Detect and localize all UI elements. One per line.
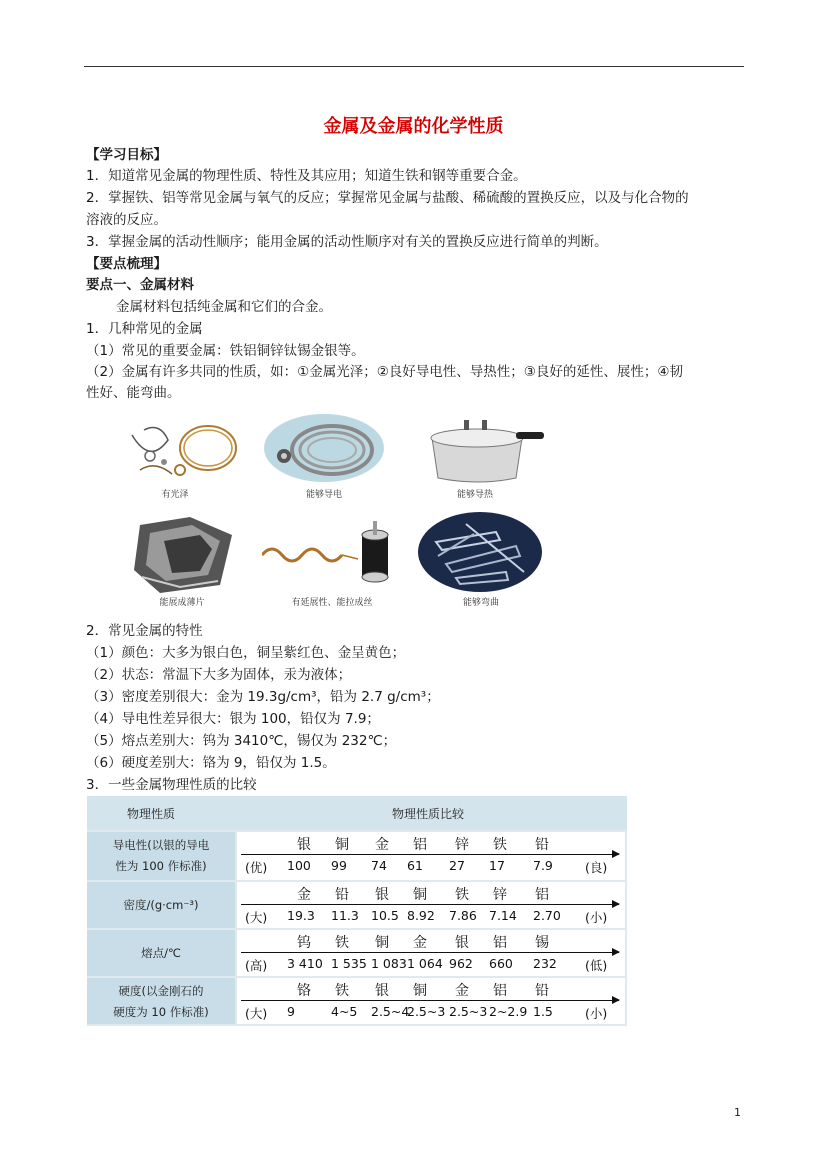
order-right-label: (小): [585, 910, 608, 925]
property-value: 2.5~4: [371, 1004, 410, 1019]
property-value: 4~5: [331, 1004, 358, 1019]
goal-item: 3．掌握金属的活动性顺序；能用金属的活动性顺序对有关的置换反应进行简单的判断。: [86, 234, 608, 250]
row-label-line: 硬度(以金刚石的: [118, 984, 204, 998]
figure-caption: 有延展性、能拉成丝: [291, 598, 373, 608]
column-header: 物理性质比较: [392, 807, 465, 821]
table-row: [87, 832, 627, 880]
property-value: 232: [533, 956, 557, 971]
metal-name: 铝: [413, 837, 427, 853]
property-value: 7.14: [489, 908, 517, 923]
metal-name: 金: [375, 837, 389, 853]
row-label: [87, 832, 235, 880]
paperclips-image: [416, 512, 546, 594]
trait-item: （4）导电性差异很大：银为 100，铅仅为 7.9；: [86, 711, 380, 727]
row-label-line: 熔点/℃: [141, 946, 181, 960]
metal-name: 铅: [535, 837, 549, 853]
order-left-label: (大): [245, 910, 268, 925]
property-value: 1 535: [331, 956, 367, 971]
row-label-line: 导电性(以银的导电: [112, 838, 210, 852]
property-value: 19.3: [287, 908, 315, 923]
property-value: 8.92: [407, 908, 435, 923]
figure-caption: 能展成薄片: [159, 598, 205, 608]
metal-name: 铜: [335, 837, 349, 853]
foil-image: [120, 515, 245, 595]
table-row: [87, 930, 627, 976]
page-title: 金属及金属的化学性质: [323, 116, 504, 137]
row-label-line: 密度/(g·cm⁻³): [123, 898, 199, 912]
property-value: 7.9: [533, 858, 553, 873]
metal-name: 银: [297, 837, 311, 853]
metal-properties-figures: [120, 410, 560, 615]
order-right-label: (低): [585, 958, 608, 973]
property-value: 1 083: [371, 956, 407, 971]
paragraph: （1）常见的重要金属：铁铝铜锌钛锡金银等。: [86, 343, 365, 359]
table-header: [87, 796, 627, 830]
metal-name: 银: [455, 935, 469, 951]
goal-item: 1．知道常见金属的物理性质、特性及其应用；知道生铁和钢等重要合金。: [86, 168, 527, 184]
points-heading: 【要点梳理】: [86, 256, 167, 272]
metal-name: 铝: [493, 983, 507, 999]
table-row: [87, 978, 627, 1024]
metal-name: 铅: [335, 887, 349, 903]
metal-name: 铁: [335, 935, 349, 951]
order-right-label: (良): [585, 860, 608, 875]
figure-caption: 能够弯曲: [462, 598, 499, 608]
property-value: 2~2.9: [489, 1004, 528, 1019]
order-arrow: [241, 952, 619, 953]
row-values: [237, 978, 625, 1024]
property-value: 660: [489, 956, 513, 971]
metal-name: 铜: [413, 983, 427, 999]
metal-name: 金: [413, 935, 427, 951]
order-arrow: [241, 854, 619, 855]
metal-name: 铜: [375, 935, 389, 951]
metal-name: 铁: [455, 887, 469, 903]
property-value: 1 064: [407, 956, 443, 971]
figure-sheet: [120, 515, 245, 615]
metal-comparison-table: [87, 796, 627, 1026]
order-left-label: (高): [245, 958, 268, 973]
order-arrow: [241, 904, 619, 905]
property-value: 1.5: [533, 1004, 553, 1019]
subsection-heading: 2．常见金属的特性: [86, 623, 203, 639]
goals-heading: 【学习目标】: [86, 147, 167, 163]
property-value: 2.5~3: [407, 1004, 446, 1019]
column-header: 物理性质: [127, 807, 176, 821]
wire-spool-image: [262, 515, 402, 595]
row-values: [237, 832, 625, 880]
metal-name: 金: [455, 983, 469, 999]
figure-heat: [420, 410, 545, 505]
subsection-heading: 3．一些金属物理性质的比较: [86, 777, 257, 793]
row-label: [87, 930, 235, 976]
property-value: 7.86: [449, 908, 477, 923]
figure-conduct: [262, 410, 387, 505]
order-left-label: (优): [245, 860, 268, 875]
header-rule: [84, 66, 744, 67]
metal-name: 钨: [297, 935, 311, 951]
metal-name: 铁: [335, 983, 349, 999]
row-label: [87, 978, 235, 1024]
metal-name: 锌: [455, 837, 469, 853]
property-value: 61: [407, 858, 423, 873]
property-value: 27: [449, 858, 465, 873]
order-arrow: [241, 1000, 619, 1001]
figure-ductile: [262, 515, 402, 615]
property-value: 9: [287, 1004, 295, 1019]
property-value: 17: [489, 858, 505, 873]
table-row: [87, 882, 627, 928]
metal-name: 铅: [535, 983, 549, 999]
metal-name: 锡: [535, 935, 549, 951]
order-left-label: (大): [245, 1006, 268, 1021]
property-value: 74: [371, 858, 387, 873]
row-values: [237, 930, 625, 976]
figure-caption: 有光泽: [161, 490, 189, 500]
property-value: 11.3: [331, 908, 359, 923]
row-label-line: 性为 100 作标准): [115, 859, 207, 873]
metal-name: 铝: [535, 887, 549, 903]
metal-name: 铁: [493, 837, 507, 853]
trait-item: （1）颜色：大多为银白色，铜呈紫红色、金呈黄色；: [86, 645, 406, 661]
metal-name: 铬: [297, 983, 311, 999]
jewelry-image: [120, 410, 245, 485]
figure-caption: 能够导电: [305, 490, 342, 500]
row-label: [87, 882, 235, 928]
trait-item: （3）密度差别很大：金为 19.3g/cm³，铅为 2.7 g/cm³；: [86, 689, 440, 705]
figure-luster: [120, 410, 245, 505]
pot-image: [420, 410, 545, 485]
trait-item: （2）状态：常温下大多为固体，汞为液体；: [86, 667, 352, 683]
metal-name: 金: [297, 887, 311, 903]
trait-item: （6）硬度差别大：铬为 9，铅仅为 1.5。: [86, 755, 336, 771]
goal-item: 2．掌握铁、铝等常见金属与氧气的反应；掌握常见金属与盐酸、稀硫酸的置换反应，以及与化合物的: [86, 190, 689, 206]
property-value: 2.5~3: [449, 1004, 488, 1019]
metal-name: 铝: [493, 935, 507, 951]
trait-item: （5）熔点差别大：钨为 3410℃，锡仅为 232℃；: [86, 733, 397, 749]
order-right-label: (小): [585, 1006, 608, 1021]
paragraph: 金属材料包括纯金属和它们的合金。: [116, 299, 332, 315]
figure-bend: [416, 512, 546, 615]
subsection-heading: 1．几种常见的金属: [86, 321, 203, 337]
wire-coil-image: [262, 410, 387, 485]
metal-name: 银: [375, 983, 389, 999]
metal-name: 锌: [493, 887, 507, 903]
row-values: [237, 882, 625, 928]
property-value: 100: [287, 858, 311, 873]
section-heading: 要点一、金属材料: [86, 277, 194, 293]
property-value: 3 410: [287, 956, 323, 971]
metal-name: 铜: [413, 887, 427, 903]
property-value: 962: [449, 956, 473, 971]
paragraph: （2）金属有许多共同的性质，如：①金属光泽；②良好导电性、导热性；③良好的延性、展性；④韧: [86, 364, 683, 380]
property-value: 99: [331, 858, 347, 873]
metal-name: 银: [375, 887, 389, 903]
goal-item: 溶液的反应。: [86, 212, 167, 228]
paragraph: 性好、能弯曲。: [86, 385, 181, 401]
property-value: 10.5: [371, 908, 399, 923]
row-label-line: 硬度为 10 作标准): [113, 1005, 209, 1019]
figure-caption: 能够导热: [456, 490, 493, 500]
property-value: 2.70: [533, 908, 561, 923]
page-number: 1: [734, 1106, 741, 1119]
